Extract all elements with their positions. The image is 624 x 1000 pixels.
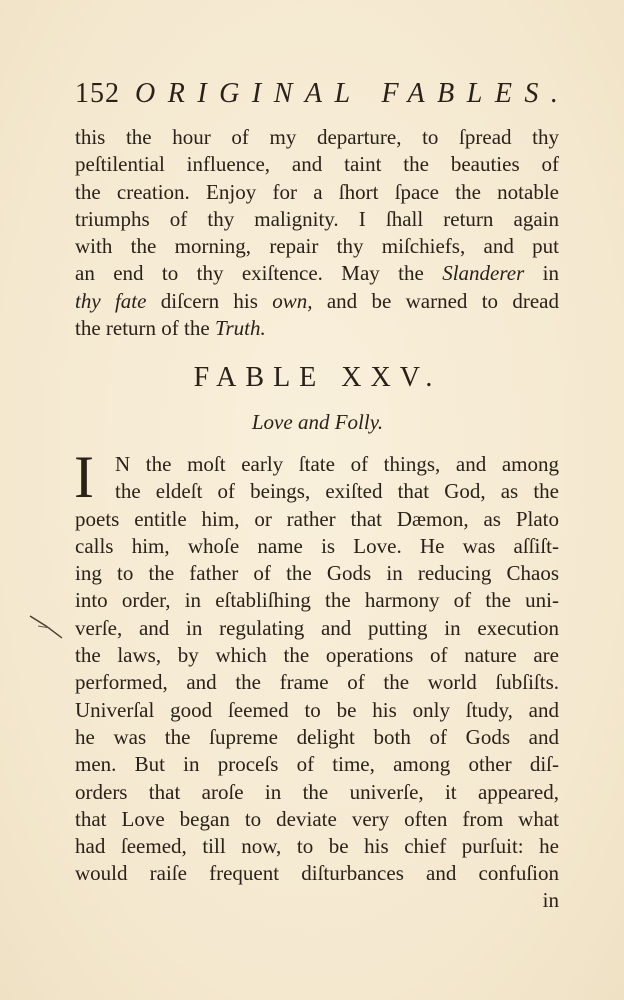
text-line <box>75 615 559 642</box>
text-run: with the morning, repair thy miſchiefs, and put <box>75 234 559 259</box>
page-header <box>75 74 571 114</box>
italic-text: Truth. <box>214 316 266 341</box>
italic-text: own, <box>272 288 313 313</box>
text-line <box>75 724 559 751</box>
text-run: men. But in proceſs of time, among other diſ- <box>75 752 559 777</box>
fable-heading: FABLE XXV. <box>193 362 442 393</box>
text-run: would raiſe frequent diſturbances and confuſion <box>75 861 559 886</box>
text-run: triumphs of thy malignity. I ſhall return again <box>75 206 559 231</box>
text-run: orders that aroſe in the univerſe, it appeared, <box>75 779 559 804</box>
continued-paragraph <box>75 124 559 342</box>
text-run: ing to the father of the Gods in reducing Chaos <box>75 561 559 586</box>
text-line <box>75 179 559 206</box>
text-line <box>75 451 559 478</box>
text-run: verſe, and in regulating and putting in execution <box>75 615 559 640</box>
text-line <box>75 506 559 533</box>
text-line <box>75 206 559 233</box>
text-line <box>75 587 559 614</box>
text-line <box>75 288 559 315</box>
text-run: this the hour of my departure, to ſpread thy <box>75 125 559 149</box>
text-line <box>75 260 559 287</box>
text-run: N the moſt early ſtate of things, and among <box>115 452 559 476</box>
text-run: poets entitle him, or rather that Dæmon, as Plato <box>75 506 559 531</box>
text-line <box>75 669 559 696</box>
text-run: an end to thy exiſtence. May the <box>75 261 443 286</box>
text-line <box>75 533 559 560</box>
text-run: he was the ſupreme delight both of Gods and <box>75 724 559 749</box>
italic-text: thy fate <box>75 288 147 313</box>
text-run: that Love began to deviate very often from what <box>75 806 559 831</box>
text-line <box>75 124 559 151</box>
text-run: performed, and the frame of the world ſubſiſts. <box>75 670 559 695</box>
margin-pencil-mark <box>28 612 68 642</box>
drop-cap: I <box>74 444 94 510</box>
text-run: and be warned to dread <box>312 288 559 313</box>
catchword-line <box>75 887 559 914</box>
text-run: the eldeſt of beings, exiſted that God, as the <box>115 479 559 504</box>
text-line <box>75 751 559 778</box>
catchword: in <box>542 888 559 912</box>
text-run: had ſeemed, till now, to be his chief purſuit: he <box>75 834 559 859</box>
text-line <box>75 860 559 887</box>
text-run: calls him, whoſe name is Love. He was aſſiſt- <box>75 533 559 558</box>
text-line <box>75 315 559 342</box>
text-line <box>75 697 559 724</box>
text-line <box>75 233 559 260</box>
text-line <box>75 833 559 860</box>
text-line <box>75 779 559 806</box>
text-run: the creation. Enjoy for a ſhort ſpace the notable <box>75 179 559 204</box>
text-run: into order, in eſtabliſhing the harmony of the uni- <box>75 588 559 613</box>
text-line <box>75 806 559 833</box>
running-title: ORIGINAL FABLES. <box>135 78 571 109</box>
text-run: the laws, by which the operations of nature are <box>75 643 559 668</box>
text-run: diſcern his <box>146 288 273 313</box>
page-number: 152 <box>75 78 120 109</box>
fable-subtitle: Love and Folly. <box>251 410 384 434</box>
text-line <box>75 642 559 669</box>
italic-text: Slanderer <box>442 261 525 286</box>
text-run: in <box>524 261 559 286</box>
text-run: the return of the <box>75 316 215 341</box>
fable-body-paragraph <box>74 444 559 888</box>
text-line <box>75 560 559 587</box>
text-run: Univerſal good ſeemed to be his only ſtudy, and <box>75 697 559 722</box>
text-line <box>75 478 559 505</box>
text-run: peſtilential influence, and taint the beauties of <box>75 152 559 177</box>
text-line <box>75 151 559 178</box>
